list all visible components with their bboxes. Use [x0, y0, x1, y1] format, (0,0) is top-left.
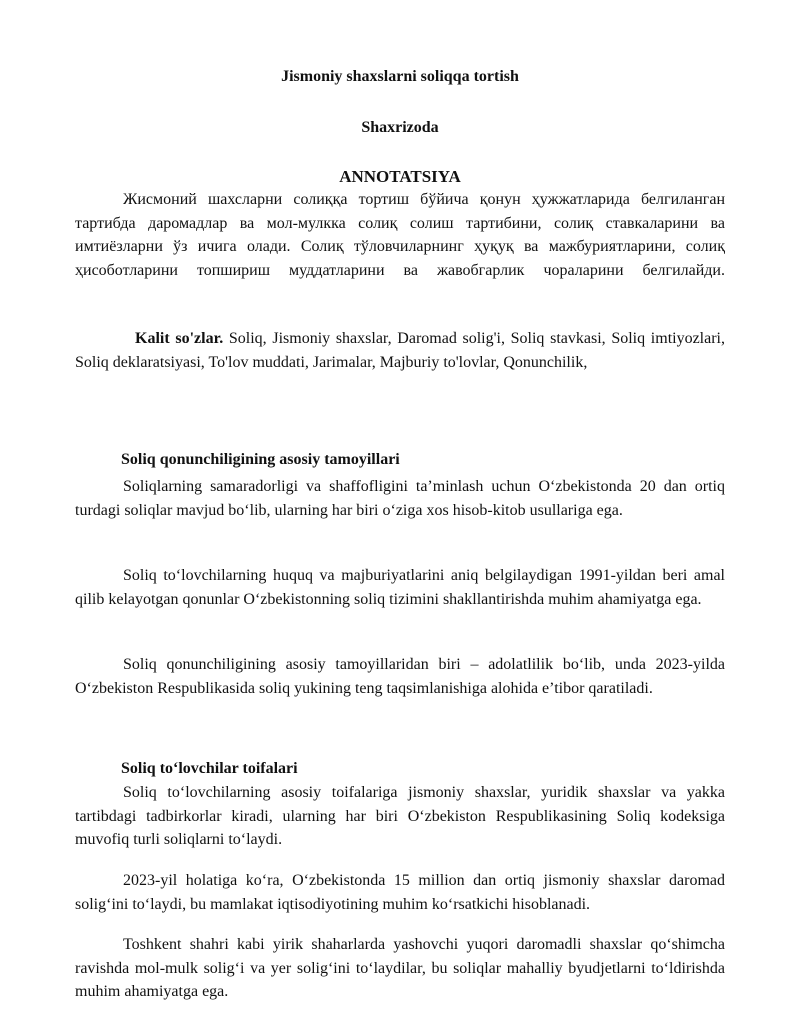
abstract-paragraph: Жисмоний шахсларни солиққа тортиш бўйича қонун ҳужжатларида белгиланган тартибда даромадлар ва мол-мулкка солиқ солиш тартибини, солиқ ставкаларини ва имтиёзларни ўз ичига олади. Солиқ тўловчиларнинг ҳуқуқ ва мажбуриятларини, солиқ ҳисоботларини топшириш муддатларини ва жавобгарлик чораларини белгилайди. — [75, 191, 725, 279]
keywords-list: Soliq, Jismoniy shaxslar, Daromad solig'i, Soliq stavkasi, Soliq imtiyozlari, Soliq deklaratsiyasi, To'lov muddati, Jarimalar, Majburiy to'lovlar, Qonunchilik, — [75, 330, 726, 371]
keywords-paragraph — [75, 327, 725, 374]
section1-paragraph-3: Soliq qonunchiligining asosiy tamoyillaridan biri – adolatlilik bo‘lib, unda 2023-yilda O‘zbekiston Respublikasida soliq yukining teng taqsimlanishiga alohida e’tibor qaratiladi. — [75, 656, 725, 697]
document-author: Shaxrizoda — [361, 119, 439, 136]
section1-paragraph-1: Soliqlarning samaradorligi va shaffofligini ta’minlash uchun O‘zbekistonda 20 dan ortiq turdagi soliqlar mavjud bo‘lib, ularning har biri o‘ziga xos hisob-kitob usullariga ega. — [75, 478, 725, 519]
section2-paragraph-1: Soliq to‘lovchilarning asosiy toifalariga jismoniy shaxslar, yuridik shaxslar va yakka tartibdagi tadbirkorlar kiradi, ularning har biri O‘zbekiston Respublikasining Soliq kodeksiga muvofiq turli soliqlarni to‘laydi. — [75, 784, 725, 848]
document-title: Jismoniy shaxslarni soliqqa tortish — [281, 68, 519, 85]
section-heading-principles: Soliq qonunchiligining asosiy tamoyillari — [121, 451, 400, 468]
section2-paragraph-3: Toshkent shahri kabi yirik shaharlarda yashovchi yuqori daromadli shaxslar qo‘shimcha ravishda mol-mulk solig‘i va yer solig‘ini to‘laydilar, bu soliqlar mahalliy byudjetlarni to‘ldirishda muhim ahamiyatga ega. — [75, 936, 725, 1000]
abstract-heading: ANNOTATSIYA — [339, 167, 461, 186]
section1-paragraph-2: Soliq to‘lovchilarning huquq va majburiyatlarini aniq belgilaydigan 1991-yildan beri amal qilib kelayotgan qonunlar O‘zbekistonning soliq tizimini shakllantirishda muhim ahamiyatga ega. — [75, 567, 725, 608]
section2-paragraph-2: 2023-yil holatiga ko‘ra, O‘zbekistonda 15 million dan ortiq jismoniy shaxslar daromad solig‘ini to‘laydi, bu mamlakat iqtisodiyotining muhim ko‘rsatkichi hisoblanadi. — [75, 872, 725, 913]
section-heading-taxpayers: Soliq to‘lovchilar toifalari — [121, 760, 298, 777]
keywords-label: Kalit so'zlar. — [135, 330, 224, 347]
